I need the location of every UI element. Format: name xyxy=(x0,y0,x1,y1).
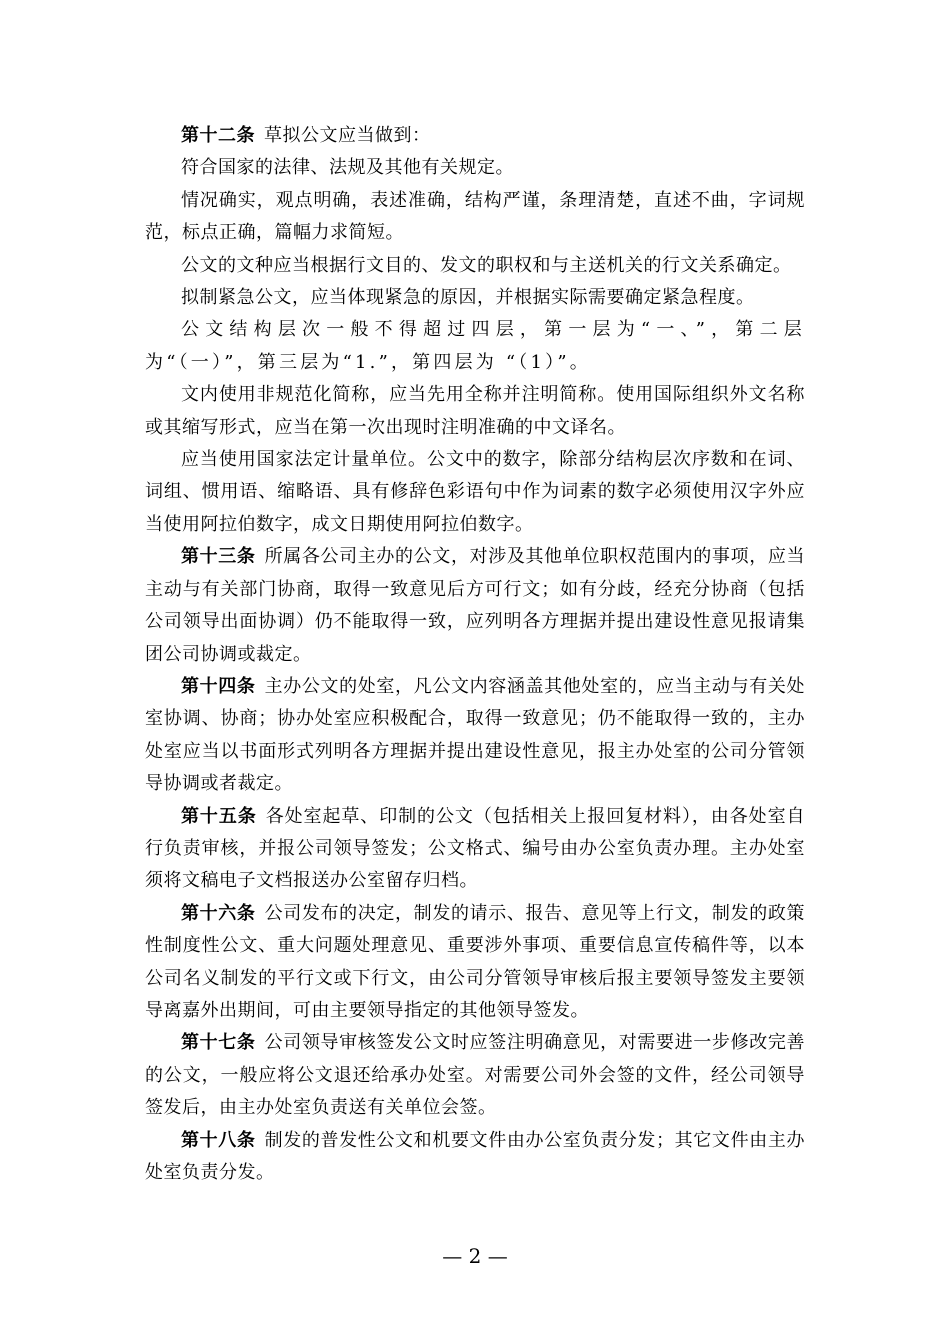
article-18 xyxy=(145,1125,805,1190)
paragraph xyxy=(145,444,805,541)
article-15 xyxy=(145,801,805,898)
article-heading: 第十五条 xyxy=(181,805,257,827)
article-13 xyxy=(145,541,805,671)
paragraph xyxy=(145,185,805,250)
paragraph xyxy=(145,250,805,282)
page-number: — 2 — xyxy=(442,1244,508,1268)
article-text: 主办公文的处室，凡公文内容涵盖其他处室的，应当主动与有关处室协调、协商；协办处室应积极配合，取得一致意见；仍不能取得一致的，主办处室应当以书面形式列明各方理据并提出建设性意见，报主办处室的公司分管领导协调或者裁定。 xyxy=(145,675,805,795)
article-text: 草拟公文应当做到： xyxy=(264,125,431,146)
paragraph-text: 符合国家的法律、法规及其他有关规定。 xyxy=(181,157,514,179)
paragraph-text: 文内使用非规范化简称，应当先用全称并注明简称。使用国际组织外文名称或其缩写形式，应当在第一次出现时注明准确的中文译名。 xyxy=(145,384,805,438)
article-heading: 第十二条 xyxy=(181,125,255,146)
article-text: 公司领导审核签发公文时应签注明确意见，对需要进一步修改完善的公文，一般应将公文退还给承办处室。对需要公司外会签的文件，经公司领导签发后，由主办处室负责送有关单位会签。 xyxy=(145,1032,805,1119)
paragraph-text: 拟制紧急公文，应当体现紧急的原因，并根据实际需要确定紧急程度。 xyxy=(181,287,755,309)
article-heading: 第十四条 xyxy=(181,675,256,697)
paragraph-text: 情况确实，观点明确，表述准确，结构严谨，条理清楚，直述不曲，字词规范，标点正确，篇幅力求简短。 xyxy=(145,189,805,244)
article-text: 公司发布的决定，制发的请示、报告、意见等上行文，制发的政策性制度性公文、重大问题处理意见、重要涉外事项、重要信息宣传稿件等，以本公司名义制发的平行文或下行文，由公司分管领导审核后报主要领导签发主要领导离嘉外出期间，可由主要领导指定的其他领导签发。 xyxy=(145,902,805,1021)
article-text: 制发的普发性公文和机要文件由办公室负责分发；其它文件由主办处室负责分发。 xyxy=(145,1129,805,1183)
article-heading: 第十六条 xyxy=(181,902,256,924)
paragraph xyxy=(145,379,805,444)
article-text: 所属各公司主办的公文，对涉及其他单位职权范围内的事项，应当主动与有关部门协商，取得一致意见后方可行文；如有分歧，经充分协商（包括公司领导出面协调）仍不能取得一致，应列明各方理据并提出建设性意见报请集团公司协调或裁定。 xyxy=(145,546,805,665)
article-heading: 第十八条 xyxy=(181,1129,256,1151)
article-12 xyxy=(145,120,805,152)
paragraph-text: 公文结构层次一般不得超过四层，第一层为“一、”，第二层为“（一）”，第三层为“1.”，第四层为 “（1）”。 xyxy=(145,319,805,373)
document-body xyxy=(145,120,805,1189)
article-text: 各处室起草、印制的公文（包括相关上报回复材料），由各处室自行负责审核，并报公司领导签发；公文格式、编号由办公室负责办理。主办处室须将文稿电子文档报送办公室留存归档。 xyxy=(145,805,805,892)
article-16 xyxy=(145,898,805,1028)
article-heading: 第十七条 xyxy=(181,1032,256,1054)
article-heading: 第十三条 xyxy=(181,546,256,568)
article-17 xyxy=(145,1027,805,1124)
paragraph xyxy=(145,314,805,379)
paragraph xyxy=(145,282,805,314)
article-14 xyxy=(145,671,805,801)
paragraph-text: 公文的文种应当根据行文目的、发文的职权和与主送机关的行文关系确定。 xyxy=(181,254,792,276)
paragraph-text: 应当使用国家法定计量单位。公文中的数字，除部分结构层次序数和在词、词组、惯用语、缩略语、具有修辞色彩语句中作为词素的数字必须使用汉字外应当使用阿拉伯数字，成文日期使用阿拉伯数字。 xyxy=(145,449,805,535)
paragraph xyxy=(145,152,805,184)
